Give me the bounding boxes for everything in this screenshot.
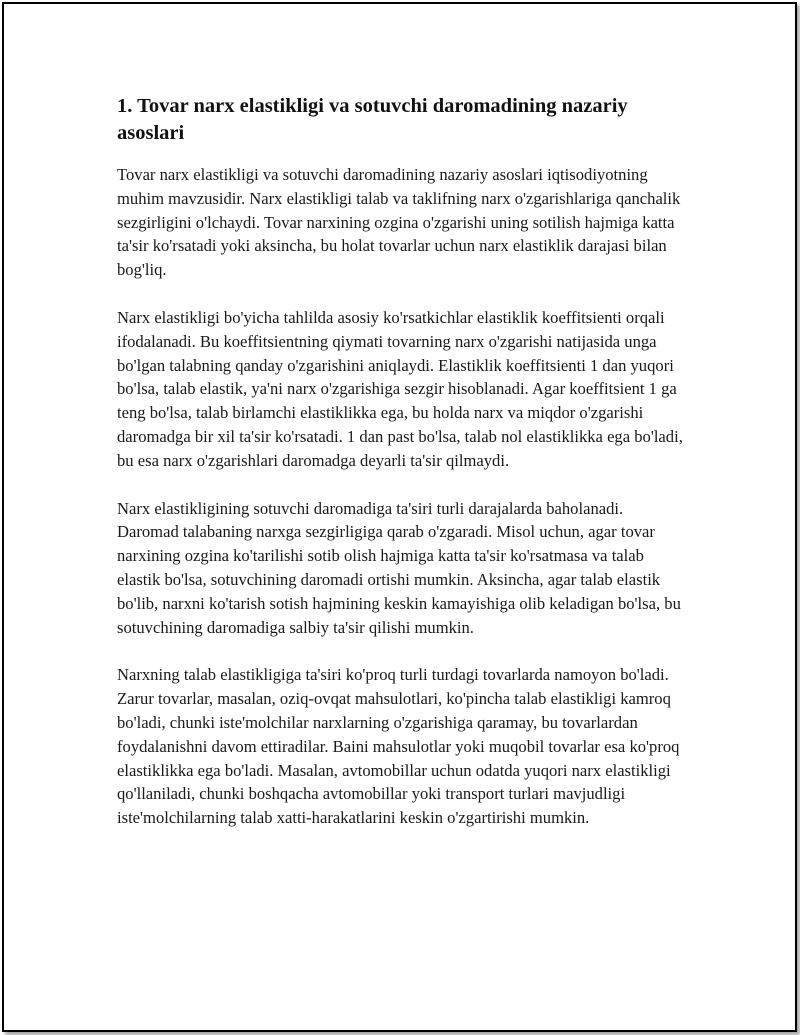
document-content xyxy=(117,93,687,854)
section-heading: 1. Tovar narx elastikligi va sotuvchi daromadining nazariy asoslari xyxy=(117,95,628,144)
paragraph-2: Narx elastikligi bo'yicha tahlilda asosiy ko'rsatkichlar elastiklik koeffitsienti orqali ifodalanadi. Bu koeffitsientning qiymati tovarning narx o'zgarishi natijasida unga bo'lgan talabning qanday o'zgarishini aniqlaydi. Elastiklik koeffitsienti 1 dan yuqori bo'lsa, talab elastik, ya'ni narx o'zgarishiga sezgir hisoblanadi. Agar koeffitsient 1 ga teng bo'lsa, talab birlamchi elastiklikka ega, bu holda narx va miqdor o'zgarishi daromadga bir xil ta'sir ko'rsatadi. 1 dan past bo'lsa, talab nol elastiklikka ega bo'ladi, bu esa narx o'zgarishlari daromadga deyarli ta'sir qilmaydi. xyxy=(117,307,683,470)
paragraph-4: Narxning talab elastikligiga ta'siri ko'proq turli turdagi tovarlarda namoyon bo'ladi. Zarur tovarlar, masalan, oziq-ovqat mahsulotlari, ko'pincha talab elastikligi kamroq bo'ladi, chunki iste'molchilar narxlarning o'zgarishiga qaramay, bu tovarlardan foydalanishni davom ettiradilar. Baini mahsulotlar yoki muqobil tovarlar esa ko'proq elastiklikka ega bo'ladi. Masalan, avtomobillar uchun odatda yuqori narx elastikligi qo'llaniladi, chunki boshqacha avtomobillar yoki transport turlari mavjudligi iste'molchilarning talab xatti-harakatlarini keskin o'zgartirishi mumkin. xyxy=(117,665,680,828)
paragraph-1: Tovar narx elastikligi va sotuvchi daromadining nazariy asoslari iqtisodiyotning muhim mavzusidir. Narx elastikligi talab va taklifning narx o'zgarishlariga qanchalik sezgirligini o'lchaydi. Tovar narxining ozgina o'zgarishi uning sotilish hajmiga katta ta'sir ko'rsatadi yoki aksincha, bu holat tovarlar uchun narx elastiklik darajasi bilan bog'liq. xyxy=(117,165,681,280)
paragraph-3: Narx elastikligining sotuvchi daromadiga ta'siri turli darajalarda baholanadi. Daromad talabaning narxga sezgirligiga qarab o'zgaradi. Misol uchun, agar tovar narxining ozgina ko'tarilishi sotib olish hajmiga katta ta'sir ko'rsatmasa va talab elastik bo'lsa, sotuvchining daromadi ortishi mumkin. Aksincha, agar talab elastik bo'lib, narxni ko'tarish sotish hajmining keskin kamayishiga olib keladigan bo'lsa, bu sotuvchining daromadiga salbiy ta'sir qilishi mumkin. xyxy=(117,498,681,637)
